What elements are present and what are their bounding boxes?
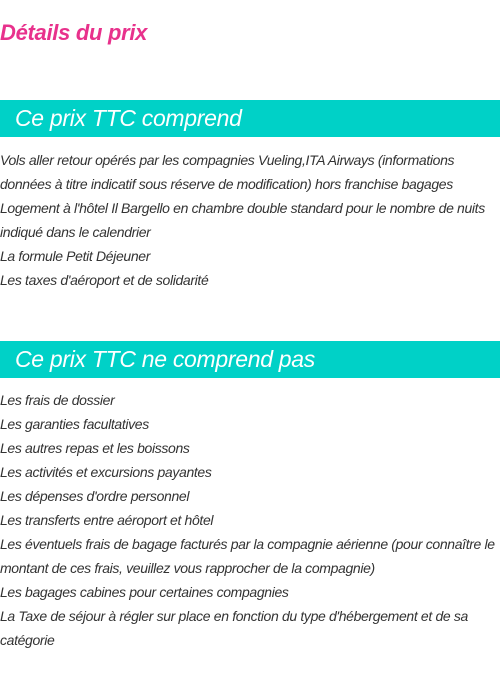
page-title: Détails du prix bbox=[0, 20, 148, 45]
included-item: Vols aller retour opérés par les compagnies Vueling,ITA Airways (informations données à titre indicatif sous réserve de modification) hors franchise bagages bbox=[0, 152, 455, 192]
included-item: Logement à l'hôtel Il Bargello en chambre double standard pour le nombre de nuits indiqué dans le calendrier bbox=[0, 200, 485, 240]
excluded-item: Les autres repas et les boissons bbox=[0, 440, 190, 456]
excluded-item: Les dépenses d'ordre personnel bbox=[0, 488, 190, 504]
excluded-item: Les transferts entre aéroport et hôtel bbox=[0, 512, 214, 528]
excluded-item: La Taxe de séjour à régler sur place en fonction du type d'hébergement et de sa catégorie bbox=[0, 608, 468, 648]
excluded-item: Les activités et excursions payantes bbox=[0, 464, 212, 480]
excluded-item: Les éventuels frais de bagage facturés par la compagnie aérienne (pour connaître le montant de ces frais, veuillez vous rapprocher de la compagnie) bbox=[0, 536, 495, 576]
excluded-items-list bbox=[0, 388, 500, 652]
included-items-list bbox=[0, 148, 500, 292]
excluded-item: Les bagages cabines pour certaines compagnies bbox=[0, 584, 289, 600]
included-item: Les taxes d'aéroport et de solidarité bbox=[0, 272, 209, 288]
included-section-heading: Ce prix TTC comprend bbox=[15, 105, 242, 131]
excluded-item: Les frais de dossier bbox=[0, 392, 115, 408]
included-item: La formule Petit Déjeuner bbox=[0, 248, 151, 264]
included-section-header bbox=[0, 100, 500, 137]
excluded-section-heading: Ce prix TTC ne comprend pas bbox=[15, 346, 315, 372]
excluded-section-header bbox=[0, 341, 500, 378]
excluded-item: Les garanties facultatives bbox=[0, 416, 149, 432]
